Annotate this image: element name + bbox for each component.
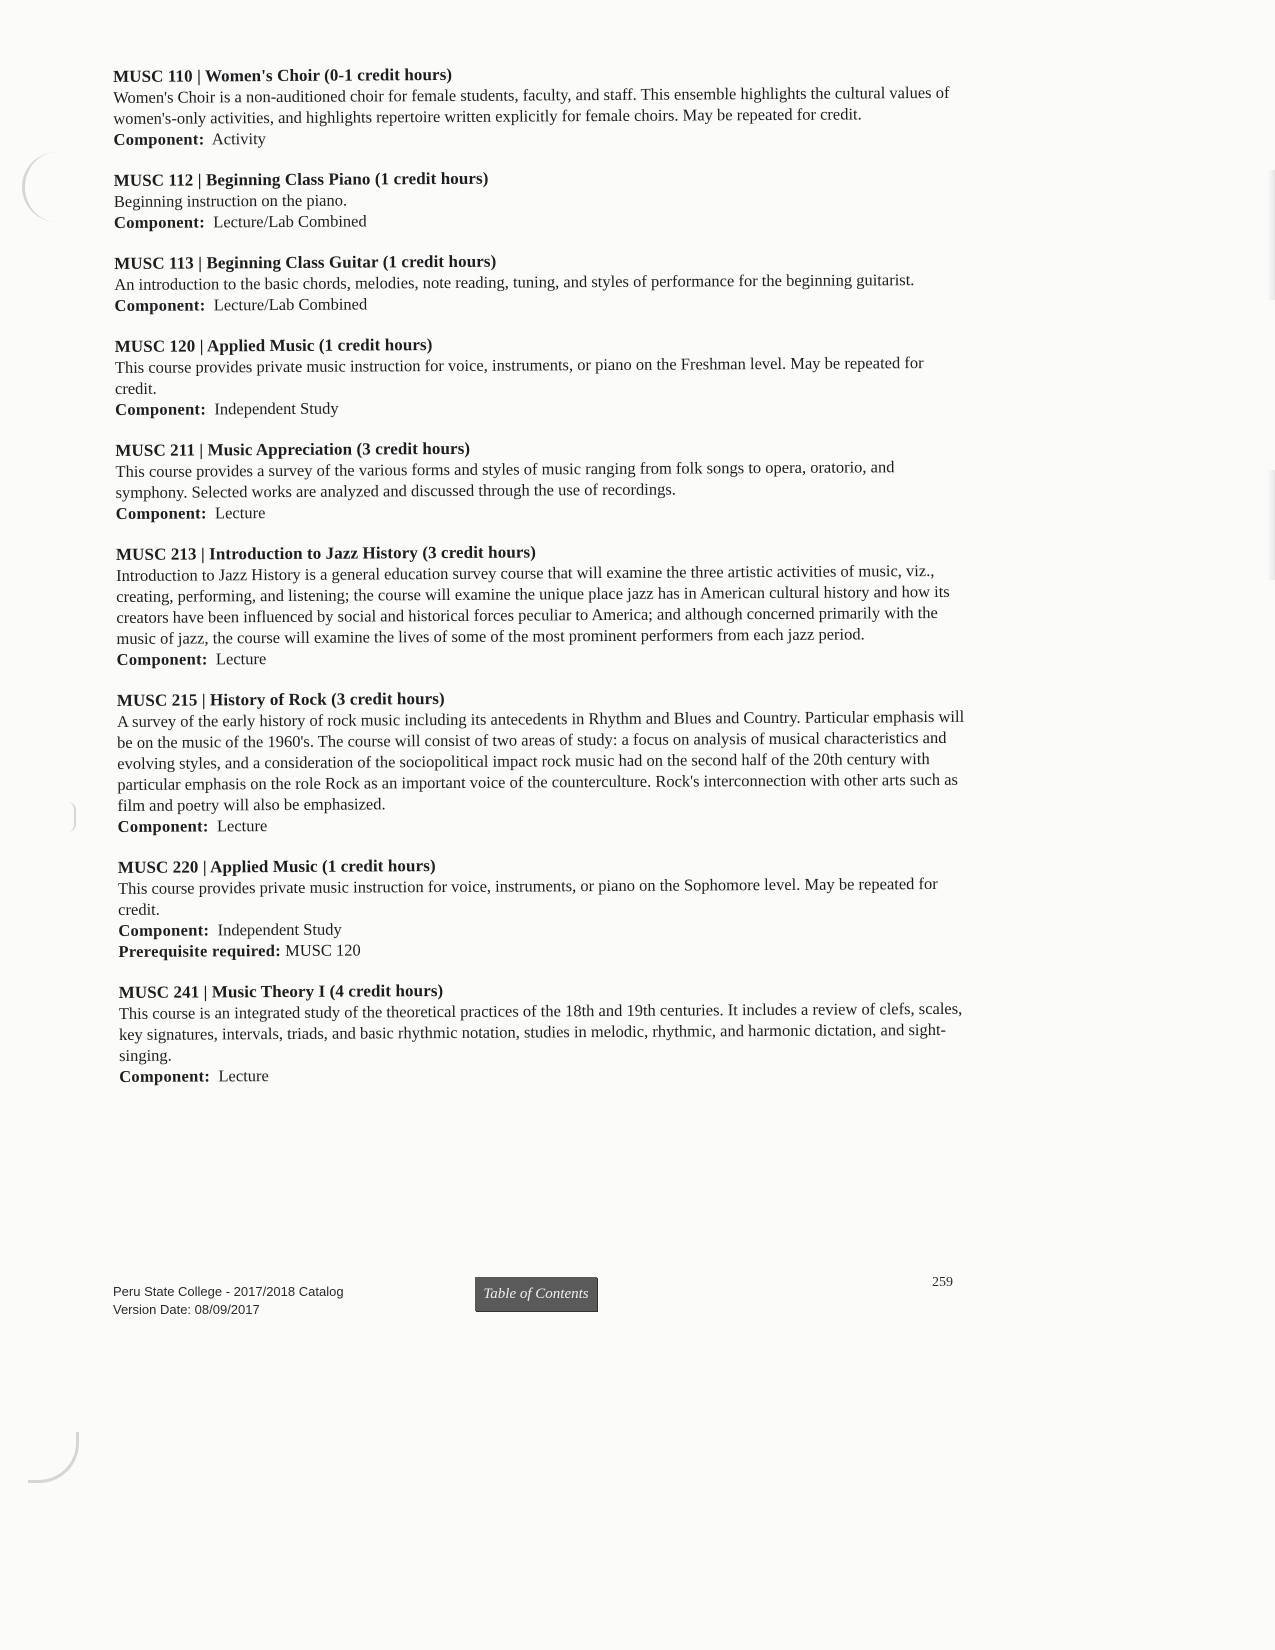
prerequisite-value: MUSC 120 bbox=[285, 940, 361, 960]
course-title: MUSC 215 | History of Rock (3 credit hours) bbox=[116, 688, 445, 710]
course-description: A survey of the early history of rock music including its antecedents in Rhythm and Blues and Country. Particular emphasis will be on the music of the 1960's. The course will consist of two areas of study: a focus on analysis of musical characteristics and evolving styles, and a consideration of the sociopolitical impact rock music had on the second half of the 20th century with particular emphasis on the role Rock as an important voice of the counterculture. Rock's interconnection with other arts such as film and poetry will also be emphasized. bbox=[116, 706, 965, 815]
component-value: Lecture bbox=[214, 503, 266, 523]
course-component bbox=[113, 124, 963, 150]
course-component bbox=[117, 644, 967, 670]
component-value: Lecture/Lab Combined bbox=[213, 211, 367, 232]
course-entry-musc-112 bbox=[114, 165, 964, 233]
table-of-contents-button[interactable]: Table of Contents bbox=[475, 1277, 597, 1311]
footer-catalog-name: Peru State College - 2017/2018 Catalog bbox=[113, 1284, 344, 1299]
course-entry-musc-215 bbox=[117, 685, 968, 837]
course-title: MUSC 213 | Introduction to Jazz History (3 credit hours) bbox=[115, 542, 537, 564]
course-title: MUSC 112 | Beginning Class Piano (1 credit hours) bbox=[113, 168, 489, 190]
page-edge-shadow bbox=[1267, 170, 1275, 300]
component-value: Lecture bbox=[216, 816, 268, 836]
binder-hole-mark bbox=[28, 1432, 79, 1483]
course-component bbox=[114, 290, 964, 316]
component-value: Lecture bbox=[218, 1066, 269, 1086]
component-value: Independent Study bbox=[214, 398, 339, 419]
component-value: Activity bbox=[211, 129, 266, 149]
course-description: Women's Choir is a non-auditioned choir for female students, faculty, and staff. This ensemble highlights the cultural values of women's-only activities, and highlights repertoire written explicitly for female choirs. May be repeated for credit. bbox=[113, 82, 950, 128]
page-number: 259 bbox=[932, 1275, 953, 1290]
component-label: Component: bbox=[119, 1066, 211, 1086]
course-component bbox=[115, 394, 965, 420]
course-entry-musc-213 bbox=[116, 539, 967, 670]
component-label: Component: bbox=[115, 503, 207, 523]
course-description: Introduction to Jazz History is a general education survey course that will examine the three artistic activities of music, viz., creating, performing, and listening; the course will examine the unique place jazz has in American cultural history and how its creators have been influenced by social and historical forces peculiar to America; and although concerned primarily with the music of jazz, the course will examine the lives of some of the most prominent performers from each jazz period. bbox=[116, 560, 950, 648]
component-label: Component: bbox=[113, 212, 206, 232]
course-list bbox=[113, 61, 969, 1107]
course-description: This course is an integrated study of the theoretical practices of the 18th and 19th centuries. It includes a review of clefs, scales, key signatures, intervals, triads, and basic rhythmic notation, studies in melodic, rhythmic, and harmonic dictation, and sight-singing. bbox=[118, 998, 963, 1065]
component-label: Component: bbox=[116, 649, 208, 669]
course-component bbox=[118, 811, 968, 837]
course-entry-musc-110 bbox=[113, 61, 963, 150]
course-entry-musc-241 bbox=[119, 977, 970, 1087]
course-entry-musc-120 bbox=[115, 331, 965, 420]
component-label: Component: bbox=[117, 816, 209, 836]
course-description: This course provides a survey of the various forms and styles of music ranging from folk songs to opera, oratorio, and symphony. Selected works are analyzed and discussed through the use of recordings. bbox=[115, 457, 895, 502]
course-prerequisite bbox=[118, 936, 968, 962]
footer-catalog-info bbox=[113, 1283, 344, 1319]
component-label: Component: bbox=[115, 399, 207, 419]
component-value: Lecture bbox=[215, 649, 267, 669]
component-label: Component: bbox=[113, 129, 205, 149]
component-label: Component: bbox=[118, 920, 210, 940]
course-component bbox=[119, 1061, 969, 1087]
page-edge-shadow bbox=[1267, 470, 1275, 580]
binder-hole-mark bbox=[22, 152, 65, 222]
course-entry-musc-211 bbox=[115, 435, 965, 524]
course-description: An introduction to the basic chords, melodies, note reading, tuning, and styles of performance for the beginning guitarist. bbox=[114, 270, 915, 294]
course-title: MUSC 211 | Music Appreciation (3 credit hours) bbox=[115, 438, 471, 460]
footer-version-date: Version Date: 08/09/2017 bbox=[113, 1302, 260, 1317]
course-title: MUSC 241 | Music Theory I (4 credit hours) bbox=[118, 980, 444, 1002]
component-value: Independent Study bbox=[217, 919, 342, 940]
course-description: This course provides private music instruction for voice, instruments, or piano on the Freshman level. May be repeated for credit. bbox=[114, 353, 924, 398]
course-title: MUSC 113 | Beginning Class Guitar (1 credit hours) bbox=[114, 251, 497, 273]
course-component bbox=[114, 207, 964, 233]
course-title: MUSC 220 | Applied Music (1 credit hours) bbox=[117, 856, 436, 877]
scan-mark bbox=[68, 802, 76, 832]
course-title: MUSC 110 | Women's Choir (0-1 credit hours) bbox=[113, 64, 453, 86]
component-value: Lecture/Lab Combined bbox=[213, 294, 368, 315]
course-title: MUSC 120 | Applied Music (1 credit hours) bbox=[114, 335, 433, 356]
course-entry-musc-113 bbox=[114, 248, 964, 316]
prerequisite-label: Prerequisite required: bbox=[118, 940, 282, 961]
course-description: This course provides private music instruction for voice, instruments, or piano on the Sophomore level. May be repeated for credit. bbox=[117, 873, 938, 919]
course-component bbox=[116, 498, 966, 524]
course-description: Beginning instruction on the piano. bbox=[113, 190, 348, 211]
course-entry-musc-220 bbox=[118, 852, 969, 962]
component-label: Component: bbox=[114, 295, 206, 315]
